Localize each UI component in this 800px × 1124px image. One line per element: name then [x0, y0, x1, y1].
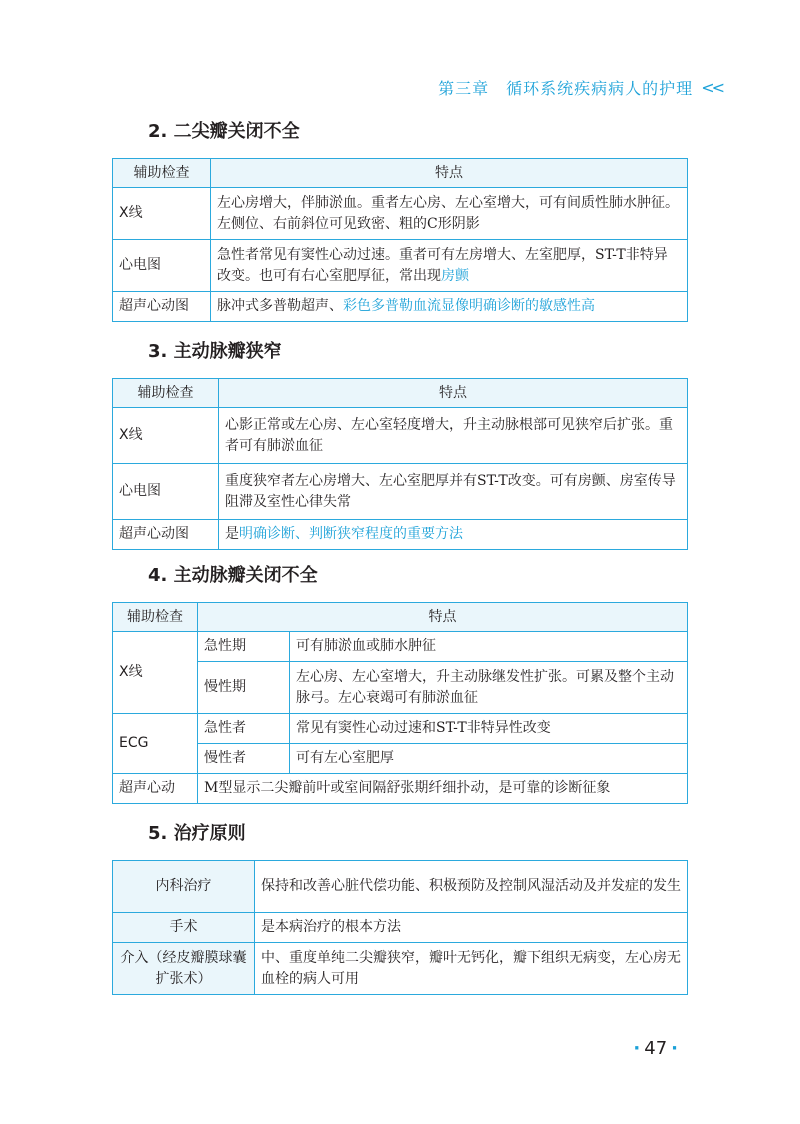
- sub-label: 慢性者: [198, 744, 290, 774]
- table-row: [113, 714, 688, 744]
- row-label: ECG: [113, 714, 198, 774]
- row-text: [219, 520, 688, 550]
- sub-label: 慢性期: [198, 662, 290, 714]
- table-row: [113, 292, 688, 322]
- table-row: [113, 632, 688, 662]
- row-label: 手术: [113, 913, 255, 943]
- row-label: X线: [113, 408, 219, 464]
- table-row: [113, 913, 688, 943]
- row-label: X线: [113, 188, 211, 240]
- highlight-text: 彩色多普勒血流显像明确诊断的敏感性高: [343, 298, 595, 314]
- row-label: 内科治疗: [113, 861, 255, 913]
- row-text: 中、重度单纯二尖瓣狭窄，瓣叶无钙化，瓣下组织无病变，左心房无血栓的病人可用: [255, 943, 688, 995]
- col-header: 特点: [198, 603, 688, 632]
- row-text: 保持和改善心脏代偿功能、积极预防及控制风湿活动及并发症的发生: [255, 861, 688, 913]
- plain-text: 脉冲式多普勒超声、: [217, 298, 343, 314]
- row-text: 左心房增大，伴肺淤血。重者左心房、左心室增大，可有间质性肺水肿征。左侧位、右前斜位可见致密、粗的C形阴影: [211, 188, 688, 240]
- row-label: 超声心动图: [113, 520, 219, 550]
- exam-table: [112, 602, 688, 804]
- double-chevron-icon: <<: [701, 78, 722, 97]
- running-header: [438, 76, 722, 99]
- row-text: M型显示二尖瓣前叶或室间隔舒张期纤细扑动，是可靠的诊断征象: [198, 774, 688, 804]
- row-text: 是本病治疗的根本方法: [255, 913, 688, 943]
- section-mitral-regurgitation: [112, 120, 688, 322]
- row-label: 超声心动图: [113, 292, 211, 322]
- section-title: 2. 二尖瓣关闭不全: [148, 121, 300, 142]
- row-label: 超声心动: [113, 774, 198, 804]
- page-number: [629, 1038, 682, 1059]
- table-header-row: [113, 379, 688, 408]
- sub-label: 急性期: [198, 632, 290, 662]
- sub-label: 急性者: [198, 714, 290, 744]
- section-title: 3. 主动脉瓣狭窄: [148, 341, 282, 362]
- row-label: X线: [113, 632, 198, 714]
- section-aortic-stenosis: [112, 340, 688, 550]
- row-text: 心影正常或左心房、左心室轻度增大，升主动脉根部可见狭窄后扩张。重者可有肺淤血征: [219, 408, 688, 464]
- table-row: [113, 240, 688, 292]
- col-header: 特点: [211, 159, 688, 188]
- col-header: 辅助检查: [113, 159, 211, 188]
- treatment-table: [112, 860, 688, 995]
- row-text: 常见有窦性心动过速和ST-T非特异性改变: [290, 714, 688, 744]
- table-row: [113, 744, 688, 774]
- row-label: 介入（经皮瓣膜球囊扩张术）: [113, 943, 255, 995]
- table-row: [113, 943, 688, 995]
- row-text: 可有左心室肥厚: [290, 744, 688, 774]
- table-row: [113, 861, 688, 913]
- plain-text: 急性者常见有窦性心动过速。重者可有左房增大、左室肥厚，ST-T非特异改变。也可有右心室肥厚征，常出现: [217, 246, 668, 284]
- col-header: 辅助检查: [113, 603, 198, 632]
- table-row: [113, 520, 688, 550]
- section-treatment: [112, 822, 688, 995]
- section-aortic-regurgitation: [112, 564, 688, 804]
- col-header: 特点: [219, 379, 688, 408]
- row-label: 心电图: [113, 240, 211, 292]
- table-row: [113, 188, 688, 240]
- row-text: 左心房、左心室增大，升主动脉继发性扩张。可累及整个主动脉弓。左心衰竭可有肺淤血征: [290, 662, 688, 714]
- plain-text: 是: [225, 526, 239, 542]
- table-header-row: [113, 603, 688, 632]
- highlight-text: 明确诊断、判断狭窄程度的重要方法: [239, 526, 463, 542]
- chapter-title: 第三章 循环系统疾病病人的护理: [438, 79, 694, 98]
- exam-table: [112, 158, 688, 322]
- table-row: [113, 464, 688, 520]
- table-row: [113, 774, 688, 804]
- table-row: [113, 408, 688, 464]
- row-text: [211, 240, 688, 292]
- row-text: 可有肺淤血或肺水肿征: [290, 632, 688, 662]
- col-header: 辅助检查: [113, 379, 219, 408]
- dot-right: ·: [671, 1038, 678, 1059]
- dot-left: ·: [633, 1038, 641, 1059]
- exam-table: [112, 378, 688, 550]
- section-title: 5. 治疗原则: [148, 823, 246, 844]
- page-number-value: 47: [644, 1038, 668, 1059]
- row-text: 重度狭窄者左心房增大、左心室肥厚并有ST-T改变。可有房颤、房室传导阻滞及室性心律失常: [219, 464, 688, 520]
- table-header-row: [113, 159, 688, 188]
- row-label: 心电图: [113, 464, 219, 520]
- section-title: 4. 主动脉瓣关闭不全: [148, 565, 318, 586]
- row-text: [211, 292, 688, 322]
- highlight-text: 房颤: [441, 267, 469, 284]
- table-row: [113, 662, 688, 714]
